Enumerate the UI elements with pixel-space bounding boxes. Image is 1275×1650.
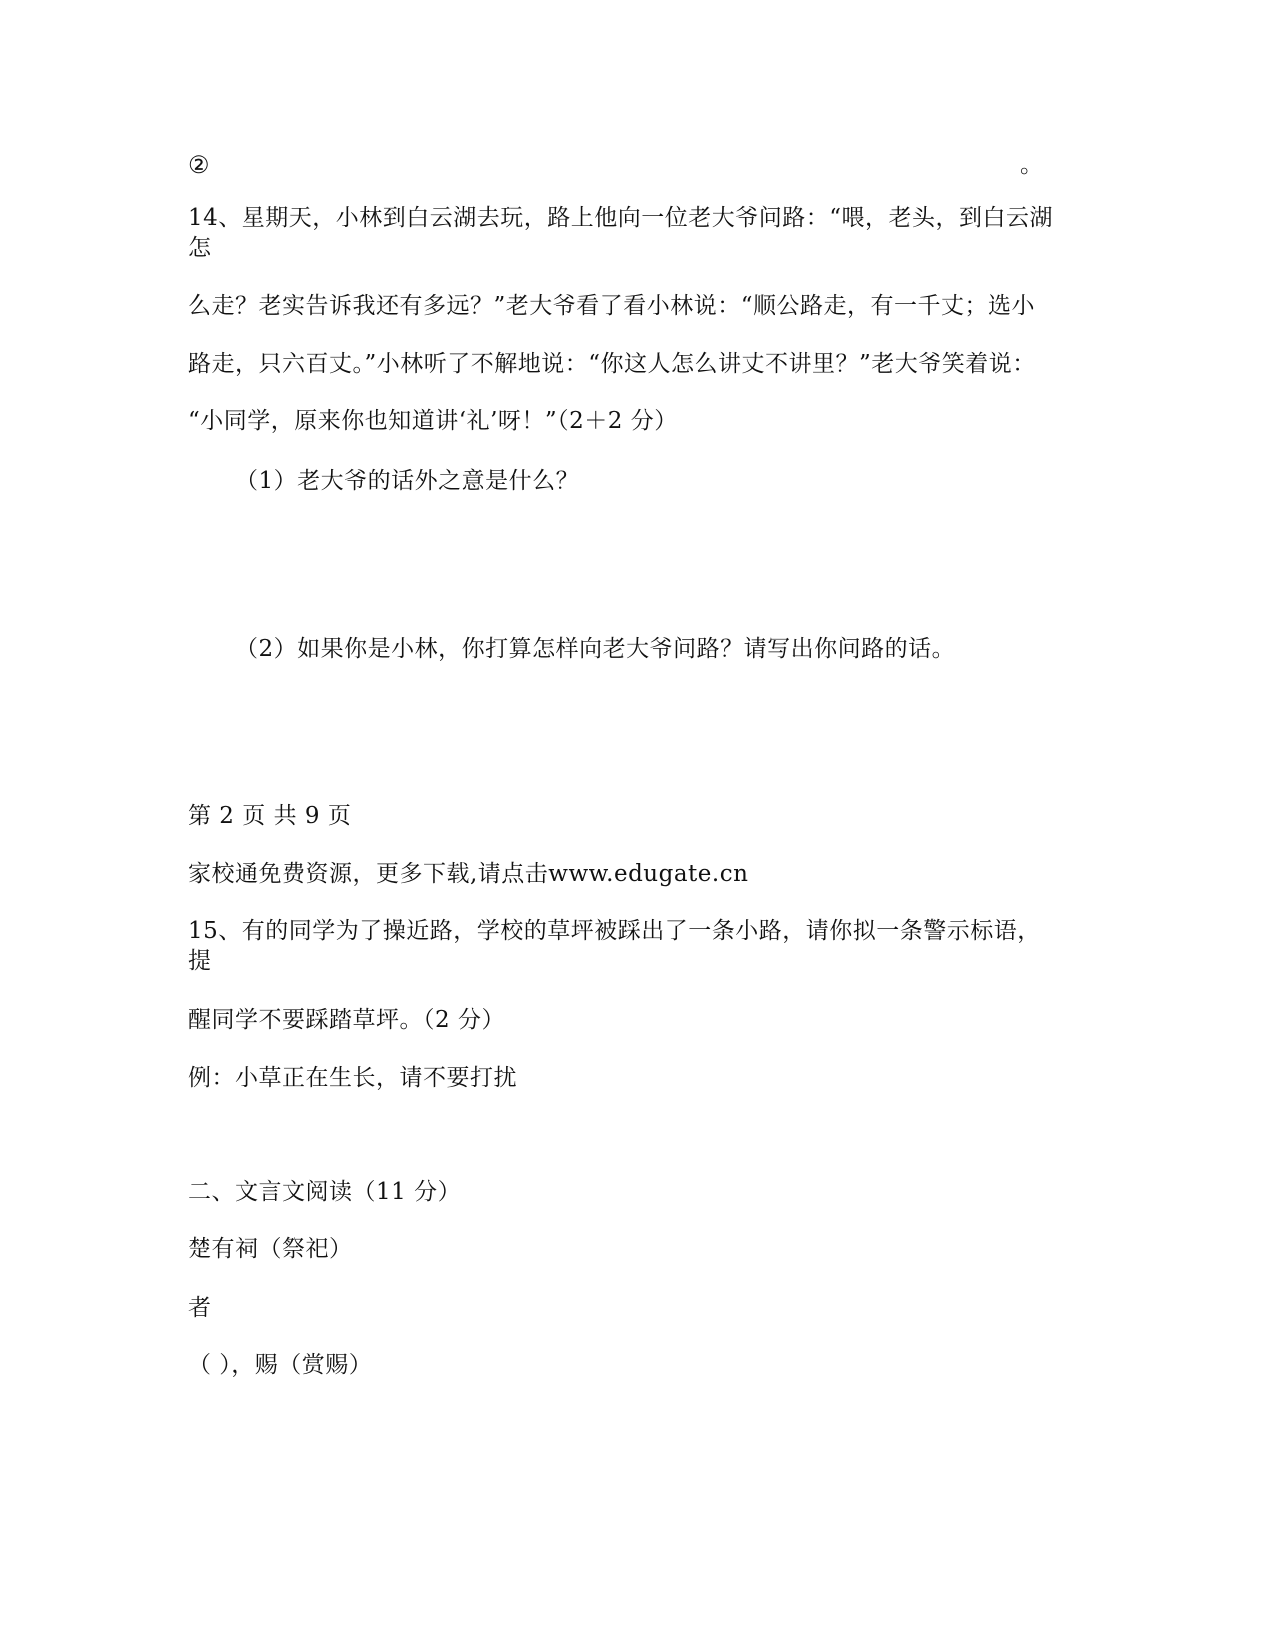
page-number: 第 2 页 共 9 页 — [188, 803, 352, 829]
q14-line-1-wrap: 怎 — [188, 235, 211, 261]
q15-line-1: 15、有的同学为了操近路，学校的草坪被踩出了一条小路，请你拟一条警示标语， — [188, 918, 1041, 944]
classical-text-line-1: 楚有祠（祭祀） — [188, 1236, 353, 1262]
q14-sub-question-2: （2）如果你是小林，你打算怎样向老大爷问路？请写出你问路的话。 — [235, 636, 956, 662]
q14-sub-question-1: （1）老大爷的话外之意是什么？ — [235, 468, 580, 494]
q15-line-2: 醒同学不要踩踏草坪。（2 分） — [188, 1007, 505, 1033]
source-notice: 家校通免费资源，更多下载,请点击www.edugate.cn — [188, 861, 749, 887]
q14-line-3: 路走，只六百丈。”小林听了不解地说：“你这人怎么讲丈不讲里？”老大爷笑着说： — [188, 351, 1036, 377]
answer-line-end: 。 — [1020, 152, 1043, 178]
q14-line-1: 14、星期天，小林到白云湖去玩，路上他向一位老大爷问路：“喂，老头，到白云湖 — [188, 205, 1054, 231]
answer-marker-2: ② — [188, 151, 211, 179]
q15-line-1-wrap: 提 — [188, 948, 211, 974]
q14-line-2: 么走？老实告诉我还有多远？”老大爷看了看小林说：“顺公路走，有一千丈；选小 — [188, 293, 1036, 319]
section-heading: 二、文言文阅读（11 分） — [188, 1179, 462, 1205]
classical-text-line-2: 者 — [188, 1295, 212, 1321]
classical-text-line-3: （ ），赐（赏赐） — [188, 1352, 373, 1378]
q15-example: 例：小草正在生长，请不要打扰 — [188, 1065, 517, 1091]
q14-line-4: “小同学，原来你也知道讲‘礼’呀！”（2＋2 分） — [188, 408, 678, 434]
